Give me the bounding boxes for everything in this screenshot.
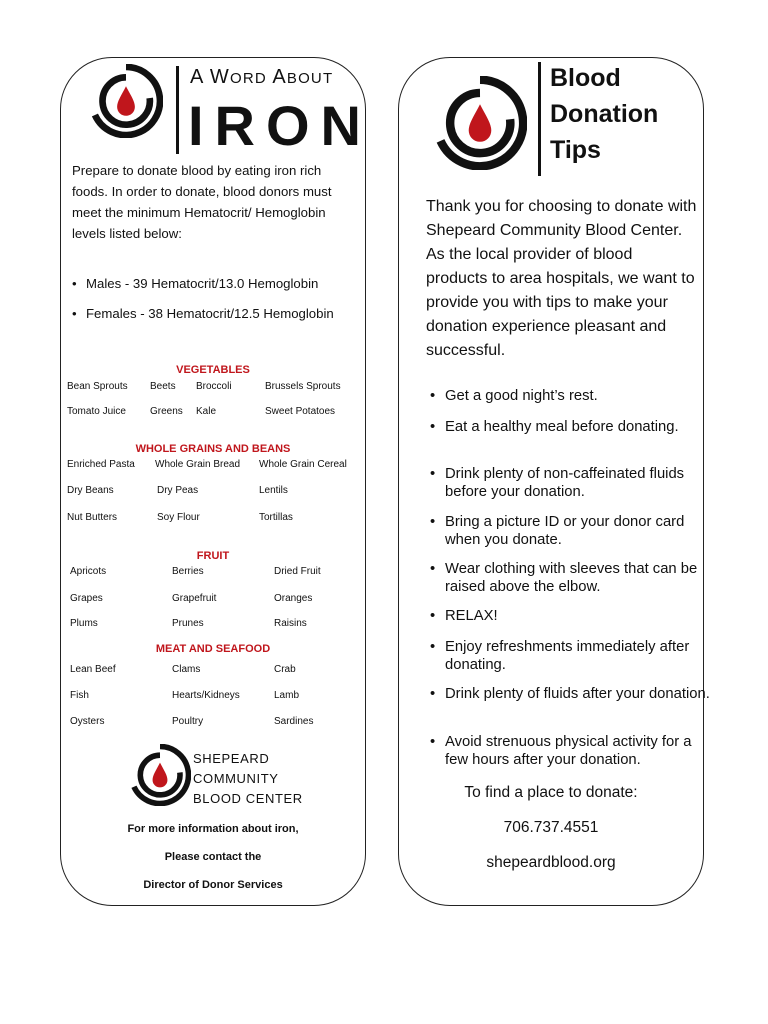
food-item: Lentils xyxy=(259,485,288,496)
food-item: Poultry xyxy=(172,716,204,727)
thanks-text: Thank you for choosing to donate with Shepeard Community Blood Center. As the local provider of blood products to area hospitals, we want to provide you with tips to make your donation experience pleasant and successful. xyxy=(426,198,697,359)
food-item: Tortillas xyxy=(259,512,293,523)
tip-item: • RELAX! xyxy=(430,607,711,625)
website-link[interactable]: shepeardblood.org xyxy=(486,854,616,871)
title-divider xyxy=(538,62,541,176)
contact-line: Director of Donor Services xyxy=(143,879,283,891)
contact-line: Please contact the xyxy=(164,851,262,863)
food-item: Kale xyxy=(196,406,217,417)
blood-drop-logo-icon xyxy=(89,64,163,138)
food-item: Whole Grain Cereal xyxy=(259,459,347,470)
title-line: Blood xyxy=(550,64,621,92)
category-fruit: FRUIT xyxy=(196,550,230,562)
phone-number[interactable]: 706.737.4551 xyxy=(503,819,599,836)
tip-item: • Enjoy refreshments immediately after donating. xyxy=(430,638,711,674)
food-item: Dry Peas xyxy=(157,485,199,496)
tip-item: • Eat a healthy meal before donating. xyxy=(430,418,711,436)
tip-item: • Drink plenty of fluids after your donation. xyxy=(430,685,711,703)
food-item: Hearts/Kidneys xyxy=(172,690,240,701)
food-item: Lean Beef xyxy=(70,664,116,675)
food-item: Grapes xyxy=(70,593,103,604)
food-item: Prunes xyxy=(172,618,204,629)
org-line: COMMUNITY xyxy=(193,771,279,786)
food-item: Crab xyxy=(274,664,296,675)
food-item: Sardines xyxy=(274,716,314,727)
food-item: Dry Beans xyxy=(67,485,114,496)
requirement-item: • Males - 39 Hematocrit/13.0 Hemoglobin xyxy=(72,272,334,302)
contact-line: For more information about iron, xyxy=(127,823,299,835)
intro-text: Prepare to donate blood by eating iron rich foods. In order to donate, blood donors must meet the minimum Hematocrit/ Hemoglobin levels listed below: xyxy=(72,163,332,241)
tip-item: • Drink plenty of non-caffeinated fluids before your donation. xyxy=(430,465,711,501)
food-item: Plums xyxy=(70,618,98,629)
food-item: Soy Flour xyxy=(157,512,200,523)
heading-divider xyxy=(176,66,179,154)
food-item: Greens xyxy=(150,406,183,417)
tip-item: • Wear clothing with sleeves that can be raised above the elbow. xyxy=(430,560,711,596)
heading-small: A WORD ABOUT xyxy=(190,66,334,88)
food-item: Oysters xyxy=(70,716,105,727)
food-item: Sweet Potatoes xyxy=(265,406,336,417)
tip-item: • Avoid strenuous physical activity for a few hours after your donation. xyxy=(430,733,711,769)
tip-item: • Bring a picture ID or your donor card when you donate. xyxy=(430,513,711,549)
title-line: Tips xyxy=(550,136,601,164)
requirements-list xyxy=(72,272,334,332)
food-item: Tomato Juice xyxy=(67,406,126,417)
category-vegetables: VEGETABLES xyxy=(176,364,250,376)
food-item: Enriched Pasta xyxy=(67,459,135,470)
blood-drop-logo-icon xyxy=(129,744,191,806)
food-item: Fish xyxy=(70,690,89,701)
requirement-item: • Females - 38 Hematocrit/12.5 Hemoglobin xyxy=(72,302,334,332)
food-item: Berries xyxy=(172,566,204,577)
food-item: Apricots xyxy=(70,566,107,577)
org-line: SHEPEARD xyxy=(193,751,270,766)
food-item: Nut Butters xyxy=(67,512,118,523)
title-line: Donation xyxy=(550,100,659,128)
heading-big: IRON xyxy=(188,94,372,157)
tip-item: • Get a good night’s rest. xyxy=(430,387,711,405)
food-item: Broccoli xyxy=(196,381,232,392)
org-name xyxy=(193,749,303,809)
food-item: Clams xyxy=(172,664,201,675)
food-item: Oranges xyxy=(274,593,313,604)
food-item: Raisins xyxy=(274,618,307,629)
food-item: Dried Fruit xyxy=(274,566,321,577)
food-item: Whole Grain Bread xyxy=(155,459,241,470)
category-meat: MEAT AND SEAFOOD xyxy=(155,643,271,655)
org-line: BLOOD CENTER xyxy=(193,791,303,806)
find-label: To find a place to donate: xyxy=(464,784,638,801)
food-item: Bean Sprouts xyxy=(67,381,128,392)
food-item: Beets xyxy=(150,381,176,392)
tips-title xyxy=(550,60,658,168)
category-grains: WHOLE GRAINS AND BEANS xyxy=(135,443,291,455)
food-item: Lamb xyxy=(274,690,300,701)
food-item: Grapefruit xyxy=(172,593,217,604)
blood-drop-logo-icon xyxy=(433,76,527,170)
food-item: Brussels Sprouts xyxy=(265,381,341,392)
